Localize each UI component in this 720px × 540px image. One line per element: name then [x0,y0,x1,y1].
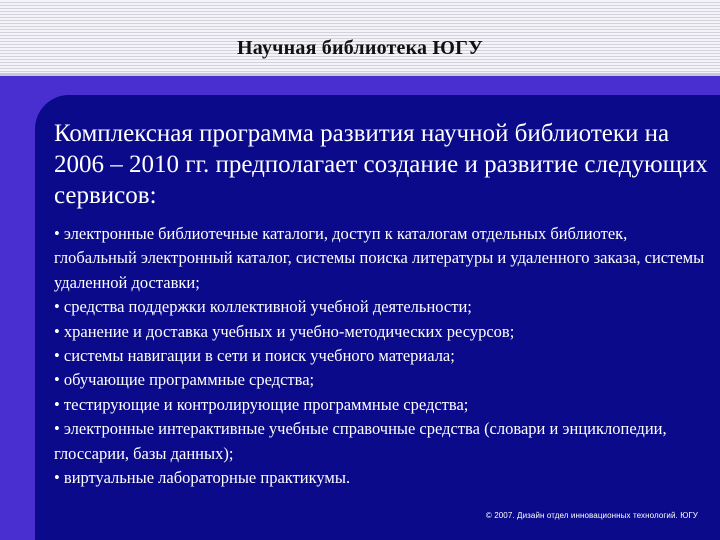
services-list [54,222,714,490]
footer-copyright: © 2007. Дизайн отдел инновационных технологий. ЮГУ [485,511,698,520]
list-item: • обучающие программные средства; [54,370,315,390]
list-item: • системы навигации в сети и поиск учебного материала; [54,346,455,366]
list-item: • тестирующие и контролирующие программные средства; [54,394,469,414]
list-item: • средства поддержки коллективной учебной деятельности; [54,297,472,317]
list-item: • виртуальные лабораторные практикумы. [54,468,351,488]
list-item: • хранение и доставка учебных и учебно-методических ресурсов; [54,321,515,341]
list-item: • электронные интерактивные учебные справочные средства (словари и энциклопедии, глоссарии, базы данных); [54,419,667,463]
header-divider [0,73,720,76]
list-item: • электронные библиотечные каталоги, доступ к каталогам отдельных библиотек, глобальный электронный каталог, системы поиска литературы и удаленного заказа, системы удаленной доставки; [54,224,705,292]
header-title: Научная библиотека ЮГУ [237,37,483,59]
intro-paragraph: Комплексная программа развития научной библиотеки на 2006 – 2010 гг. предполагает создание и развитие следующих сервисов: [54,120,708,209]
